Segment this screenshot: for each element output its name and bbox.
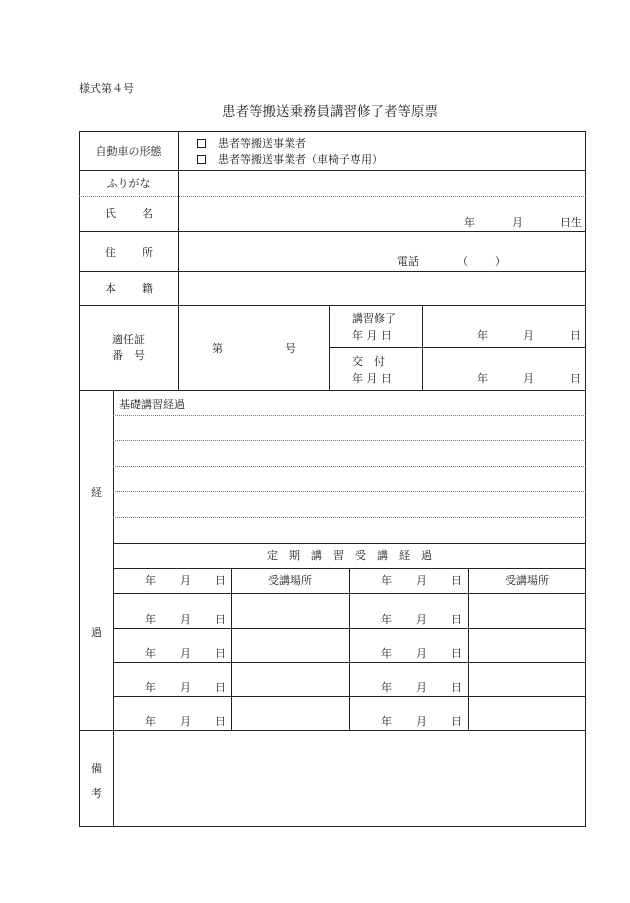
vehicle-option-2[interactable] [197,154,383,165]
row-day: 日 [215,681,226,694]
row-day: 日 [451,647,462,660]
history-side-label-1: 経 [91,486,102,499]
row-month: 月 [180,715,191,728]
col-day: 日 [215,574,226,587]
checkbox-icon[interactable] [197,155,206,164]
cert-label-line1: 適任証 [112,333,145,346]
birth-month: 月 [512,216,523,229]
row-year: 年 [145,613,156,626]
remarks-label-1: 備 [91,762,102,775]
phone-paren-open: （ [457,255,468,268]
phone-paren-close: ） [495,255,506,268]
history-side-label-2: 過 [91,626,102,639]
completion-month: 月 [523,329,534,342]
phone-label: 電話 [397,255,419,268]
row-day: 日 [451,613,462,626]
domicile-label-1: 本 [105,282,116,295]
divider-dotted [113,415,586,416]
row-year: 年 [381,647,392,660]
row-year: 年 [145,715,156,728]
divider [79,271,586,272]
row-year: 年 [145,647,156,660]
divider [79,170,586,171]
divider-dotted [79,196,586,197]
divider [113,390,114,827]
completion-label-line2: 年 月 日 [352,329,392,342]
cert-number-prefix: 第 [212,342,223,355]
vehicle-option-2-label: 患者等搬送事業者（車椅子専用） [218,153,383,166]
row-year: 年 [381,613,392,626]
birth-day: 日生 [560,216,582,229]
name-label-2: 名 [142,207,153,220]
divider [178,131,179,390]
issue-day: 日 [570,372,581,385]
col-venue-2: 受講場所 [505,574,549,587]
page-title: 患者等搬送乗務員講習修了者等原票 [222,104,438,120]
divider [329,347,586,348]
row-month: 月 [416,715,427,728]
domicile-label-2: 籍 [142,282,153,295]
divider [468,568,469,730]
issue-label-line1: 交 付 [352,355,385,368]
completion-label-line1: 講習修了 [352,312,396,325]
row-month: 月 [416,681,427,694]
issue-month: 月 [523,372,534,385]
row-year: 年 [381,715,392,728]
vehicle-option-1-label: 患者等搬送事業者 [218,137,306,150]
periodic-training-label: 定 期 講 習 受 講 経 過 [267,549,432,562]
divider [79,231,586,232]
row-month: 月 [180,613,191,626]
col-venue: 受講場所 [268,574,312,587]
address-label-2: 所 [142,246,153,259]
divider [329,305,330,390]
remarks-label-2: 考 [91,787,102,800]
col-month: 月 [180,574,191,587]
divider [79,305,586,306]
row-day: 日 [215,647,226,660]
completion-day: 日 [570,329,581,342]
name-label-1: 氏 [105,207,116,220]
row-day: 日 [215,613,226,626]
vehicle-option-1[interactable] [197,138,306,149]
col-year: 年 [145,574,156,587]
issue-label-line2: 年 月 日 [352,372,392,385]
divider [79,730,586,731]
divider [79,390,586,391]
cert-label-line2: 番 号 [112,349,145,362]
row-year: 年 [381,681,392,694]
address-label-1: 住 [105,246,116,259]
basic-training-label: 基礎講習経過 [119,398,185,411]
col-year-2: 年 [381,574,392,587]
row-day: 日 [451,681,462,694]
row-month: 月 [180,647,191,660]
birth-year: 年 [464,216,475,229]
row-month: 月 [416,647,427,660]
row-day: 日 [215,715,226,728]
issue-year: 年 [477,372,488,385]
divider-dotted [113,517,586,518]
col-month-2: 月 [416,574,427,587]
checkbox-icon[interactable] [197,139,206,148]
row-day: 日 [451,715,462,728]
divider [349,568,350,730]
divider-dotted [113,440,586,441]
row-month: 月 [416,613,427,626]
divider [422,305,423,390]
divider [231,568,232,730]
form-number: 様式第４号 [79,82,134,95]
completion-year: 年 [477,329,488,342]
col-day-2: 日 [451,574,462,587]
vehicle-type-label: 自動車の形態 [95,145,162,158]
row-year: 年 [145,681,156,694]
divider-dotted [113,466,586,467]
divider-dotted [113,491,586,492]
furigana-label: ふりがな [106,177,151,190]
cert-number-suffix: 号 [285,342,296,355]
row-month: 月 [180,681,191,694]
divider [113,543,586,544]
